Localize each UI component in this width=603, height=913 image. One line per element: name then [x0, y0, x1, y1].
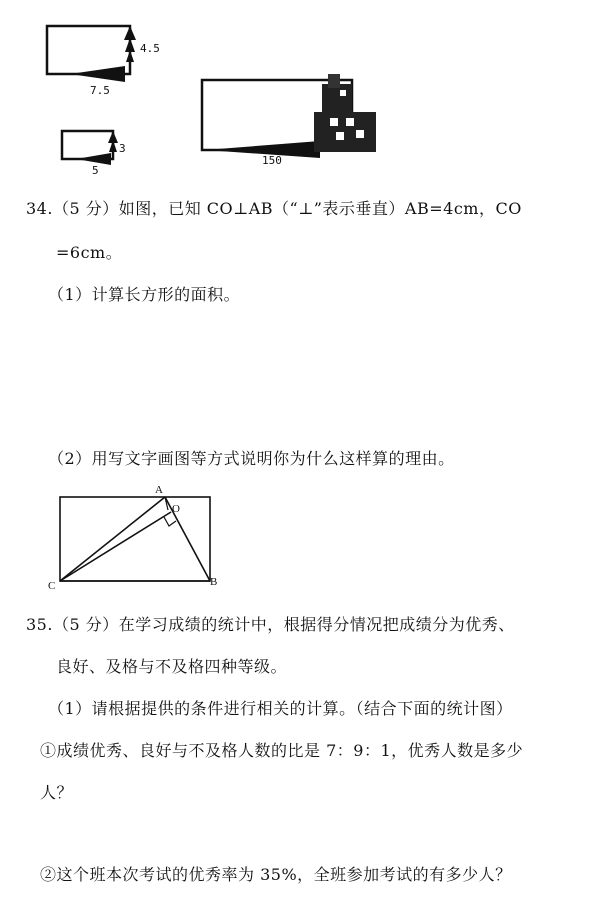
fig2-width-label: 150 — [262, 154, 282, 167]
q34-line1: 34.（5 分）如图，已知 CO⊥AB（“⊥”表示垂直）AB=4cm，CO — [26, 199, 522, 218]
fig3-width-label: 5 — [92, 164, 99, 177]
q35-line1: 35.（5 分）在学习成绩的统计中，根据得分情况把成绩分为优秀、 — [26, 615, 515, 634]
q35-line2: 良好、及格与不及格四种等级。 — [56, 657, 288, 676]
q34-label-o: O — [172, 503, 180, 515]
fig1-height-label: 4.5 — [140, 42, 160, 55]
q35-sub1-line1: ①成绩优秀、良好与不及格人数的比是 7：9：1，优秀人数是多少 — [40, 741, 524, 760]
q34-label-a: A — [155, 484, 163, 496]
q34-line2: =6cm。 — [56, 243, 123, 262]
q35-sub1-line2: 人？ — [40, 783, 74, 802]
q34-label-b: B — [210, 576, 218, 588]
q34-label-c: C — [48, 580, 56, 592]
fig1-width-label: 7.5 — [90, 84, 110, 97]
q35-part1: （1）请根据提供的条件进行相关的计算。（结合下面的统计图） — [48, 699, 513, 718]
q35-sub2: ②这个班本次考试的优秀率为 35%，全班参加考试的有多少人？ — [40, 865, 512, 884]
q34-part2: （2）用写文字画图等方式说明你为什么这样算的理由。 — [48, 449, 455, 468]
q34-part1: （1）计算长方形的面积。 — [48, 285, 241, 304]
fig3-height-label: 3 — [119, 142, 126, 155]
